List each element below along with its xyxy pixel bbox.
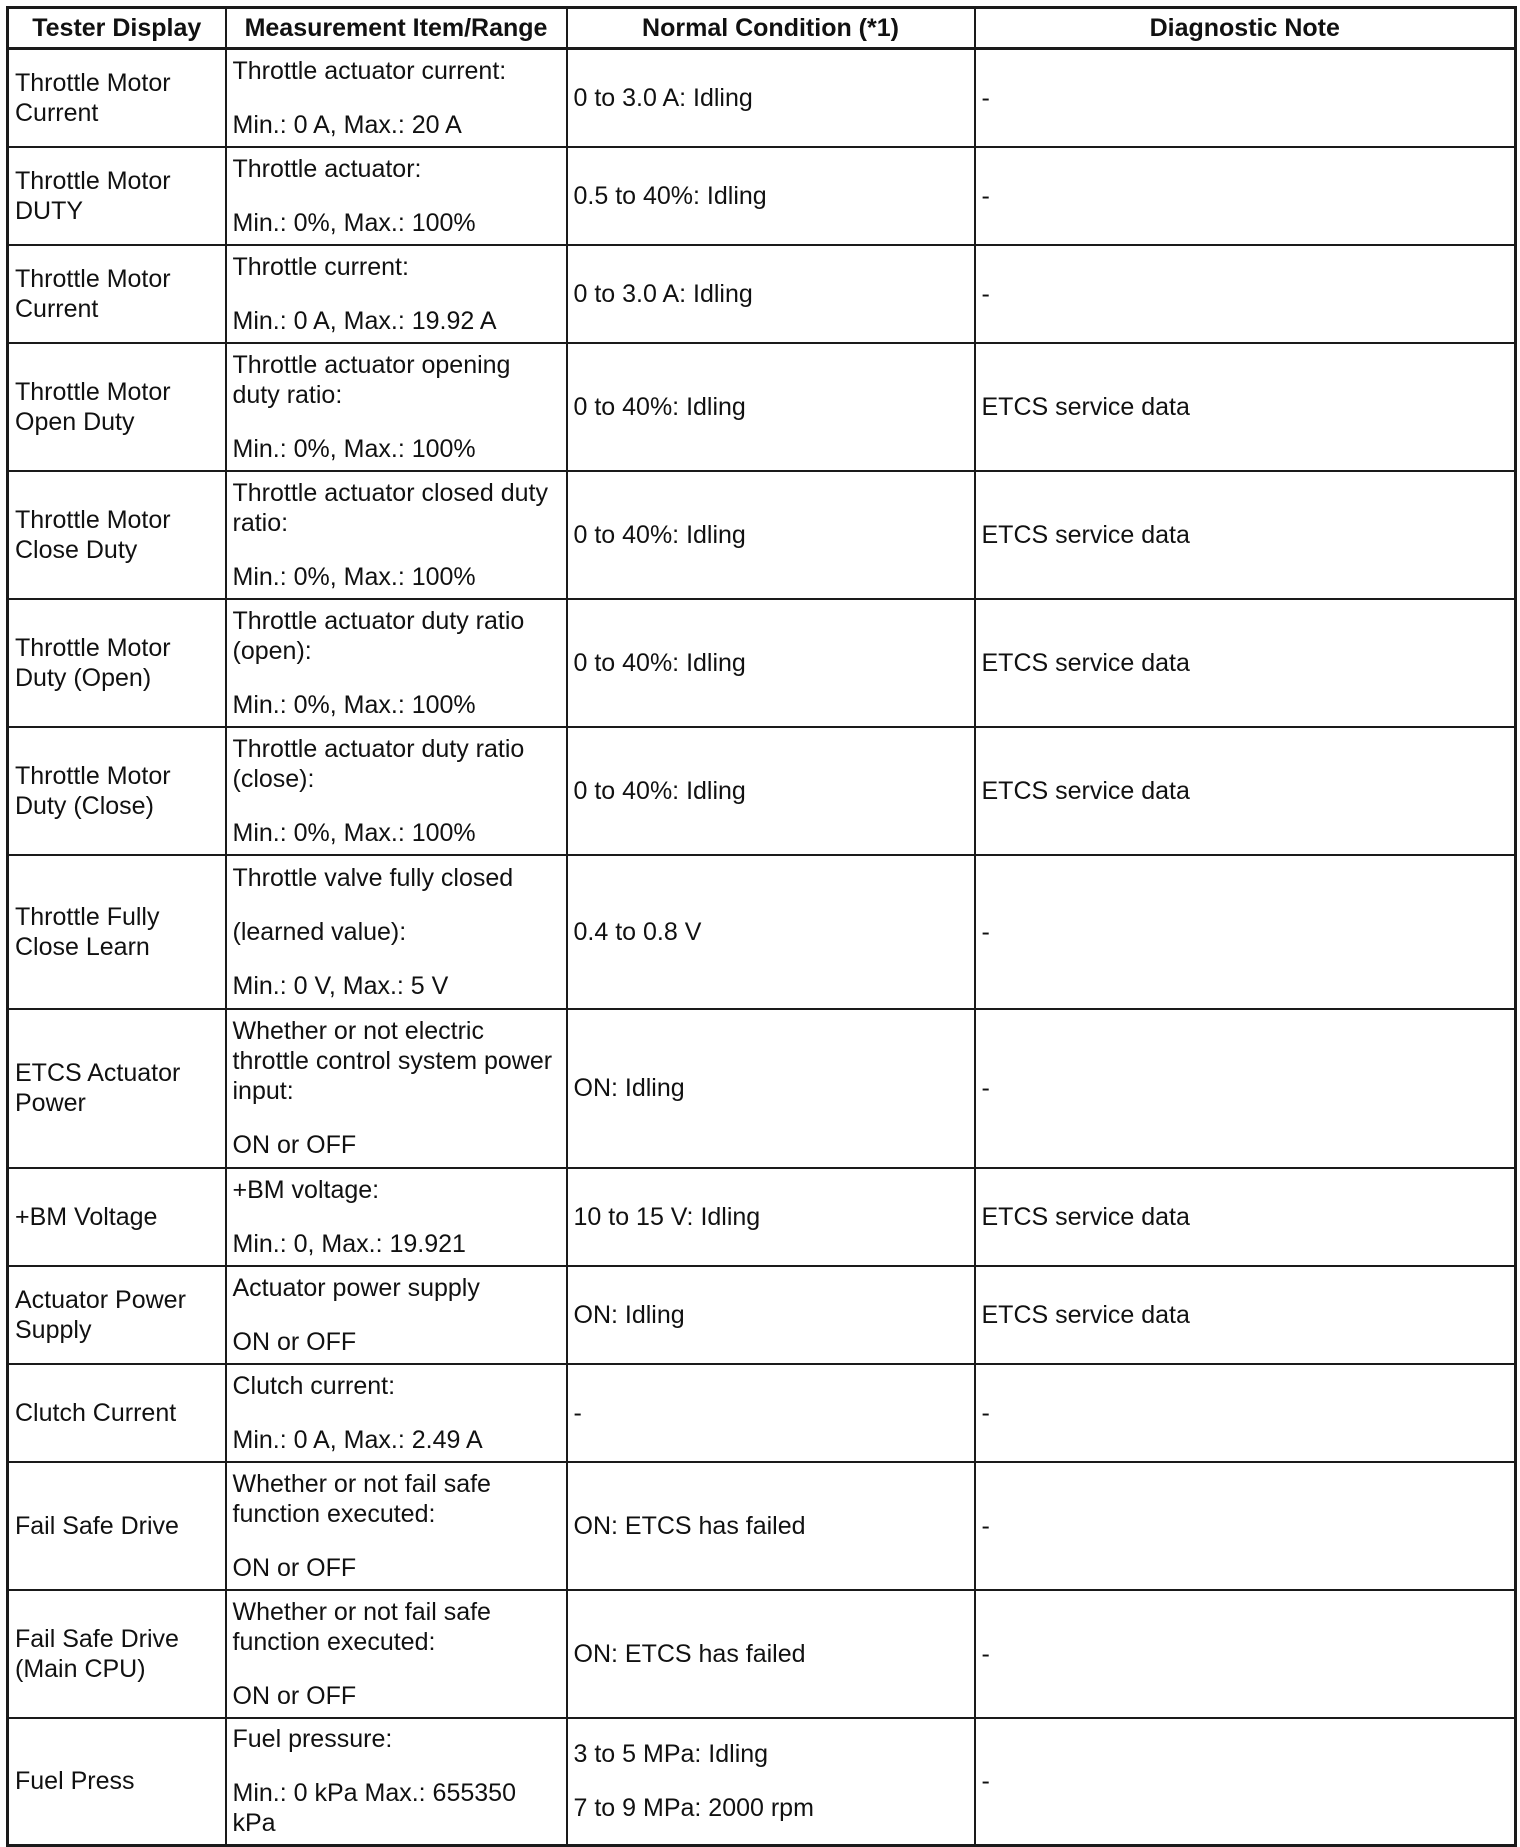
table-row [8,1168,1516,1266]
diagnostic-note-cell: - [975,147,1516,245]
diagnostic-note-cell: ETCS service data [975,599,1516,727]
tester-display-cell: Throttle Motor Current [8,49,226,147]
measurement-line: (learned value): [232,917,407,946]
measurement-spacer [233,410,560,434]
normal-condition-line: 0 to 3.0 A: Idling [573,83,753,112]
normal-condition-line: 0 to 40%: Idling [573,392,746,421]
diagnostic-note-cell: - [975,245,1516,343]
measurement-line: Min.: 0 A, Max.: 2.49 A [232,1425,483,1454]
measurement-line: Actuator power supply [232,1273,480,1302]
measurement-cell [226,1364,567,1462]
measurement-line: Whether or not electric throttle control system power input: [232,1017,553,1105]
diagnostic-note-cell: ETCS service data [975,343,1516,471]
table-row [8,245,1516,343]
normal-condition-cell [567,1168,975,1266]
measurement-cell [226,1266,567,1364]
normal-condition-line: 0.4 to 0.8 V [573,917,702,946]
normal-condition-cell [567,245,975,343]
diagnostic-note-cell: - [975,1009,1516,1168]
measurement-cell [226,599,567,727]
normal-condition-cell [567,727,975,855]
measurement-line: ON or OFF [232,1131,357,1159]
table-row [8,1462,1516,1590]
measurement-cell [226,471,567,599]
normal-condition-cell [567,471,975,599]
measurement-spacer [233,1205,560,1229]
normal-condition-line: - [573,1398,582,1427]
table-row [8,471,1516,599]
normal-condition-cell [567,599,975,727]
measurement-line: Min.: 0%, Max.: 100% [232,690,476,719]
diagnostic-note-cell: - [975,1718,1516,1846]
table-row [8,1718,1516,1846]
normal-condition-line: ON: ETCS has failed [573,1639,806,1668]
table-row [8,1009,1516,1168]
measurement-line: +BM voltage: [232,1175,380,1204]
measurement-line: Fuel pressure: [232,1725,393,1754]
normal-condition-cell [567,1462,975,1590]
normal-condition-cell [567,147,975,245]
diagnostic-note-cell: ETCS service data [975,1168,1516,1266]
measurement-line: Whether or not fail safe function executed: [232,1597,491,1656]
table-row [8,49,1516,147]
measurement-spacer [233,184,560,208]
measurement-spacer [233,86,560,110]
normal-condition-cell [567,1718,975,1846]
tester-display-cell: Throttle Motor Close Duty [8,471,226,599]
normal-condition-line: 0 to 3.0 A: Idling [573,279,753,308]
measurement-line: Min.: 0 V, Max.: 5 V [232,971,449,1000]
tester-display-cell: +BM Voltage [8,1168,226,1266]
diagnostic-note-cell: ETCS service data [975,471,1516,599]
measurement-line: Throttle actuator duty ratio (close): [232,734,525,793]
measurement-spacer [233,1529,560,1553]
measurement-spacer [233,947,560,971]
measurement-cell [226,1462,567,1590]
tester-display-cell: Fuel Press [8,1718,226,1846]
measurement-line: Throttle actuator closed duty ratio: [232,478,548,537]
tester-display-cell: Throttle Fully Close Learn [8,855,226,1009]
diagnostic-note-cell: ETCS service data [975,1266,1516,1364]
measurement-cell [226,1590,567,1718]
normal-condition-line: 3 to 5 MPa: Idling [573,1740,769,1769]
normal-condition-line: ON: Idling [573,1074,685,1102]
tester-display-cell: Throttle Motor Current [8,245,226,343]
normal-condition-line: 7 to 9 MPa: 2000 rpm [573,1794,814,1823]
measurement-cell [226,1009,567,1168]
measurement-cell [226,1718,567,1846]
measurement-line: Min.: 0, Max.: 19.921 [232,1229,466,1258]
measurement-spacer [233,1303,560,1327]
diagnostic-note-cell: - [975,49,1516,147]
tester-display-cell: Throttle Motor Duty (Open) [8,599,226,727]
measurement-cell [226,49,567,147]
measurement-line: Min.: 0 A, Max.: 20 A [232,110,462,139]
measurement-spacer [233,538,560,562]
tester-display-cell: ETCS Actuator Power [8,1009,226,1168]
measurement-line: ON or OFF [232,1681,357,1710]
measurement-spacer [233,282,560,306]
measurement-spacer [233,893,560,917]
table-row [8,1266,1516,1364]
header-diagnostic-note: Diagnostic Note [975,8,1516,49]
measurement-line: Throttle actuator duty ratio (open): [232,606,525,665]
measurement-cell [226,245,567,343]
tester-display-cell: Throttle Motor DUTY [8,147,226,245]
measurement-line: ON or OFF [232,1553,357,1582]
measurement-line: ON or OFF [232,1327,357,1356]
measurement-line: Clutch current: [232,1371,396,1400]
table-row [8,1590,1516,1718]
measurement-line: Throttle current: [232,252,409,281]
measurement-line: Min.: 0%, Max.: 100% [232,562,476,591]
tester-display-cell: Actuator Power Supply [8,1266,226,1364]
measurement-line: Min.: 0 kPa Max.: 655350 kPa [232,1779,516,1838]
tester-display-cell: Throttle Motor Open Duty [8,343,226,471]
header-tester-display: Tester Display [8,8,226,49]
normal-condition-cell [567,855,975,1009]
measurement-cell [226,147,567,245]
header-measurement-item: Measurement Item/Range [226,8,567,49]
measurement-line: Throttle actuator opening duty ratio: [232,350,511,409]
table-row [8,855,1516,1009]
tester-data-table [6,6,1517,1847]
normal-condition-line: 0 to 40%: Idling [573,648,746,677]
measurement-cell [226,1168,567,1266]
tester-display-cell: Fail Safe Drive [8,1462,226,1590]
measurement-line: Throttle actuator: [232,154,422,183]
measurement-spacer [233,1754,560,1778]
table-body [8,49,1516,1846]
normal-condition-line: ON: ETCS has failed [573,1511,806,1540]
normal-condition-cell [567,1364,975,1462]
normal-condition-cell [567,1590,975,1718]
table-header-row [8,8,1516,49]
tester-display-cell: Throttle Motor Duty (Close) [8,727,226,855]
normal-condition-cell [567,1009,975,1168]
table-row [8,147,1516,245]
normal-condition-line: 0 to 40%: Idling [573,776,746,805]
normal-condition-cell [567,49,975,147]
measurement-line: Whether or not fail safe function executed: [232,1469,491,1528]
measurement-cell [226,855,567,1009]
tester-display-cell: Clutch Current [8,1364,226,1462]
normal-condition-line: 0 to 40%: Idling [573,520,746,549]
measurement-line: Min.: 0 A, Max.: 19.92 A [232,306,497,335]
normal-condition-cell [567,343,975,471]
tester-display-cell: Fail Safe Drive (Main CPU) [8,1590,226,1718]
normal-condition-cell [567,1266,975,1364]
measurement-line: Throttle actuator current: [232,56,507,85]
table-row [8,343,1516,471]
diagnostic-note-cell: ETCS service data [975,727,1516,855]
measurement-spacer [233,1657,560,1681]
diagnostic-note-cell: - [975,1364,1516,1462]
diagnostic-note-cell: - [975,1590,1516,1718]
measurement-line: Throttle valve fully closed [232,863,514,892]
diagnostic-note-cell: - [975,855,1516,1009]
measurement-spacer [233,666,560,690]
measurement-spacer [233,1106,560,1130]
normal-condition-line: ON: Idling [573,1300,685,1329]
measurement-spacer [233,1401,560,1425]
normal-condition-line: 0.5 to 40%: Idling [573,181,767,210]
measurement-line: Min.: 0%, Max.: 100% [232,434,476,463]
diagnostic-note-cell: - [975,1462,1516,1590]
measurement-line: Min.: 0%, Max.: 100% [232,818,476,847]
measurement-spacer [233,794,560,818]
header-normal-condition: Normal Condition (*1) [567,8,975,49]
table-row [8,1364,1516,1462]
measurement-cell [226,727,567,855]
measurement-cell [226,343,567,471]
table-row [8,599,1516,727]
normal-condition-line: 10 to 15 V: Idling [573,1202,761,1231]
measurement-line: Min.: 0%, Max.: 100% [232,208,476,237]
table-row [8,727,1516,855]
